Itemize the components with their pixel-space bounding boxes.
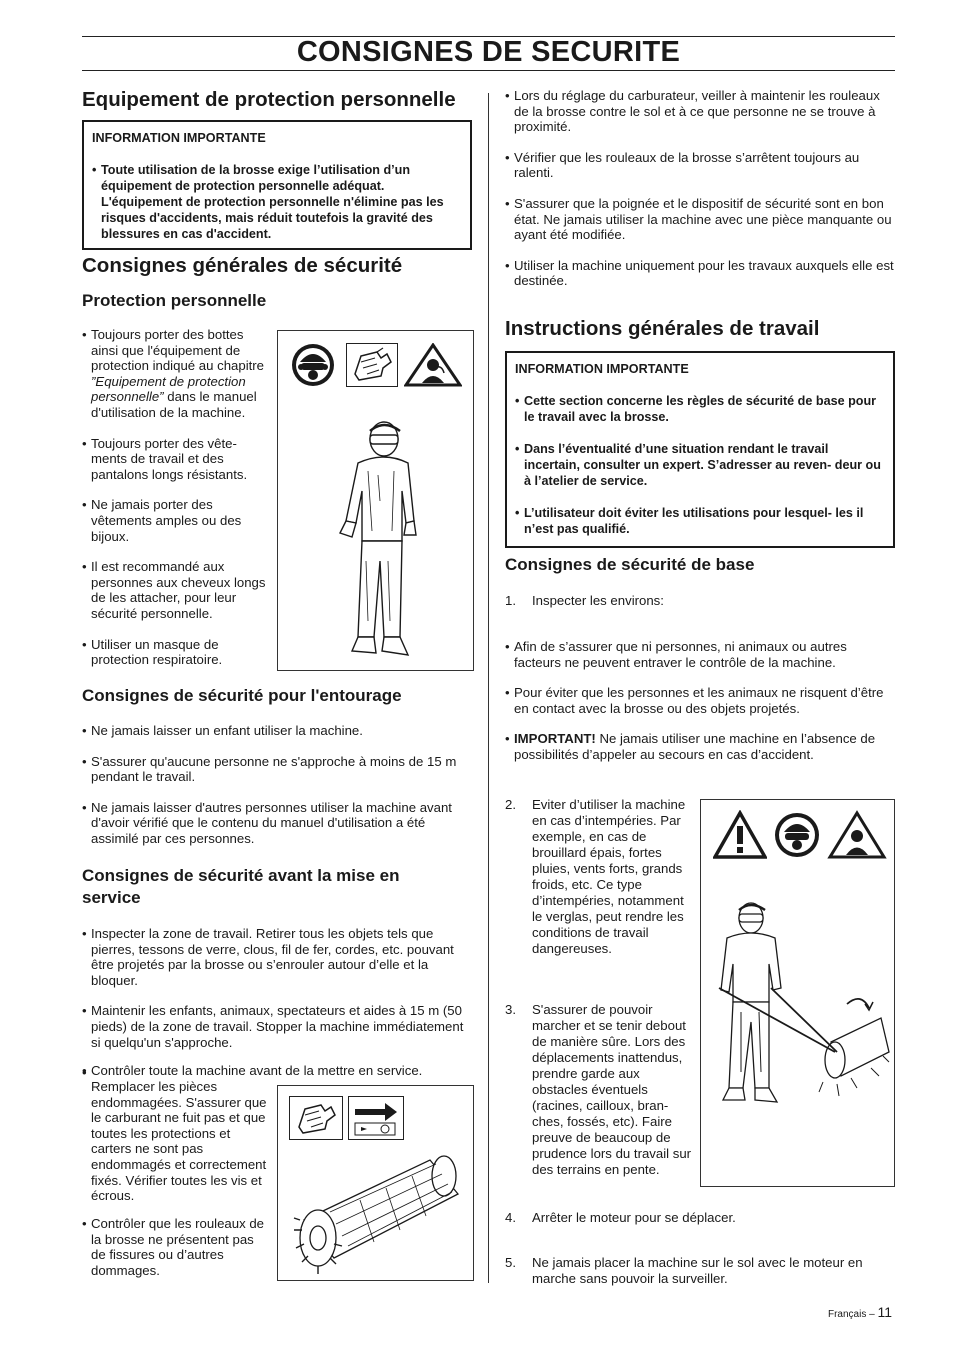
work-info-item: • Dans l’éventualité d’une situation rendant le travail incertain, consulter un expert. S’adresser au reven- deur ou à l’atelier de service. — [515, 441, 885, 489]
warning-triangle-icon — [713, 810, 767, 860]
step-3: 3. S'assurer de pouvoir marcher et se tenir debout de manière sûre. Lors des déplacements inattendus, prendre garde aux obstacles éventuels (racines, cailloux, bran- ches, fossés, etc). Faire preuve de beaucoup de prudence lors du travail sur des terrains en pente. — [505, 1002, 692, 1177]
work-info-item: • Cette section concerne les règles de sécurité de base pour le travail avec la brosse. — [515, 393, 885, 425]
list-item: • Toujours porter des bottes ainsi que l'équipement de protection indiqué au chapitre ”Equipement de protection personnelle” dans le manuel d'utilisation de la machine. — [82, 327, 272, 421]
list-item: • IMPORTANT! Ne jamais utiliser une machine en l’absence de possibilités d’appeler au secours en cas d’accident. — [505, 731, 895, 762]
right-top-list — [505, 88, 895, 289]
list-item: • Il est recommandé aux personnes aux cheveux longs de les attacher, pour leur sécurité personnelle. — [82, 559, 272, 621]
ppe-info-title: INFORMATION IMPORTANTE — [92, 131, 266, 145]
page-footer — [828, 1304, 892, 1320]
helmet-protection-icon — [289, 342, 341, 388]
operator-with-brush-illustration — [711, 892, 891, 1182]
step-1: 1. Inspecter les environs: — [505, 593, 664, 608]
ppe-heading: Equipement de protection personnelle — [82, 88, 456, 111]
list-item: • Utiliser un masque de protection respiratoire. — [82, 637, 272, 668]
list-item: • Afin de s’assurer que ni personnes, ni animaux ou autres facteurs ne peuvent entraver le contrôle de la machine. — [505, 639, 895, 670]
list-item: • Maintenir les enfants, animaux, spectateurs et aides à 15 m (50 pieds) de la zone de travail. Stopper la machine immédiatement si quelqu'un s'approche. — [82, 1003, 472, 1050]
general-safety-heading: Consignes générales de sécurité — [82, 254, 403, 277]
column-divider — [488, 93, 489, 1283]
list-item: • Contrôler toute la machine avant de la mettre en service. — [82, 1063, 472, 1079]
list-item: • Vérifier que les rouleaux de la brosse s’arrêtent toujours au ralenti. — [505, 150, 895, 181]
work-instructions-heading: Instructions générales de travail — [505, 317, 820, 340]
protection-list — [82, 327, 272, 668]
startup-item-3-rest: Remplacer les pièces endommagées. S'assurer que le carburant ne fuit pas et que toutes les protections et carters ne sont pas endommagés et correctement fixés. Vérifier toutes les vis et écrous. — [91, 1079, 267, 1204]
page-number: 11 — [877, 1304, 892, 1320]
list-item: • Contrôler que les rouleaux de la brosse ne présentent pas de fissures ou d’autres dommages. — [82, 1216, 272, 1278]
person-with-protective-gear-illustration — [318, 411, 428, 666]
startup-list — [82, 926, 472, 1065]
footer-language: Français – — [827, 1309, 875, 1320]
list-item: • Inspecter la zone de travail. Retirer tous les objets tels que pierres, tessons de verre, clous, fil de fer, cordes, etc. pouvant être projetés par la brosse ou s’enrouler autour d’elle et la bloquer. — [82, 926, 472, 988]
brush-roller-illustration — [290, 1150, 468, 1276]
brush-roller-figure — [277, 1085, 474, 1281]
breathing-mask-warning-icon — [404, 343, 462, 387]
stop-engine-arrow-icon — [348, 1096, 404, 1140]
startup-heading: Consignes de sécurité avant la mise en service — [82, 866, 400, 907]
environment-list — [505, 639, 895, 763]
work-info-item: • L’utilisateur doit éviter les utilisations pour lesquel- les il n’est pas qualifié. — [515, 505, 885, 537]
work-info-box — [505, 351, 895, 548]
gloves-icon — [346, 343, 398, 387]
list-item: • Ne jamais porter des vêtements amples ou des bijoux. — [82, 497, 272, 544]
step-5: 5. Ne jamais placer la machine sur le sol avec le moteur en marche sans pouvoir la surveiller. — [505, 1255, 863, 1286]
startup-item-4 — [82, 1216, 272, 1278]
list-item: • Lors du réglage du carburateur, veiller à maintenir les rouleaux de la brosse contre le sol et à ce que personne ne se trouve à proximité. — [505, 88, 895, 135]
basic-safety-heading: Consignes de sécurité de base — [505, 555, 755, 574]
work-info-title: INFORMATION IMPORTANTE — [515, 362, 689, 376]
helmet-protection-icon — [771, 810, 823, 860]
list-item: • Utiliser la machine uniquement pour les travaux auxquels elle est destinée. — [505, 258, 895, 289]
entourage-heading: Consignes de sécurité pour l'entourage — [82, 686, 402, 705]
ppe-info-box — [82, 120, 472, 250]
list-item: • Ne jamais laisser un enfant utiliser la machine. — [82, 723, 472, 739]
ppe-info-item: • Toute utilisation de la brosse exige l’utilisation d’un équipement de protection personnelle adéquat. L'équipement de protection personnelle n'élimine pas les risques d'accidents, mais réduit toutefois la gravité des blessures en cas d'accident. — [92, 162, 462, 242]
personal-protection-heading: Protection personnelle — [82, 291, 267, 310]
entourage-list — [82, 723, 472, 847]
startup-item-3 — [82, 1063, 472, 1079]
list-item: • Toujours porter des vête- ments de travail et des pantalons longs résistants. — [82, 436, 272, 483]
page-title: CONSIGNES DE SECURITE — [296, 36, 681, 68]
ppe-figure — [277, 330, 474, 671]
list-item: • S'assurer que la poignée et le dispositif de sécurité sont en bon état. Ne jamais utiliser la machine avec une pièce manquante ou ayant été modifiée. — [505, 196, 895, 243]
list-item: • S'assurer qu'aucune personne ne s'approche à moins de 15 m pendant le travail. — [82, 754, 472, 785]
title-rule-bottom — [82, 70, 895, 71]
step-2: 2. Eviter d’utiliser la machine en cas d’intempéries. Par exemple, en cas de brouillard épais, fortes pluies, vents forts, grands froids, etc. Ce type d’intempéries, notamment le verglas, peut rendre les conditions de travail dangereuses. — [505, 797, 686, 956]
step-4: 4. Arrêter le moteur pour se déplacer. — [505, 1210, 736, 1225]
gloves-icon — [289, 1096, 343, 1140]
list-item: • Pour éviter que les personnes et les animaux ne risquent d’être en contact avec la brosse ou des objets projetés. — [505, 685, 895, 716]
breathing-mask-warning-icon — [827, 810, 887, 860]
list-item: • Ne jamais laisser d'autres personnes utiliser la machine avant d'avoir vérifié que le contenu du manuel d'utilisation a été assimilé par ces personnes. — [82, 800, 472, 847]
working-with-brush-figure — [700, 799, 895, 1187]
